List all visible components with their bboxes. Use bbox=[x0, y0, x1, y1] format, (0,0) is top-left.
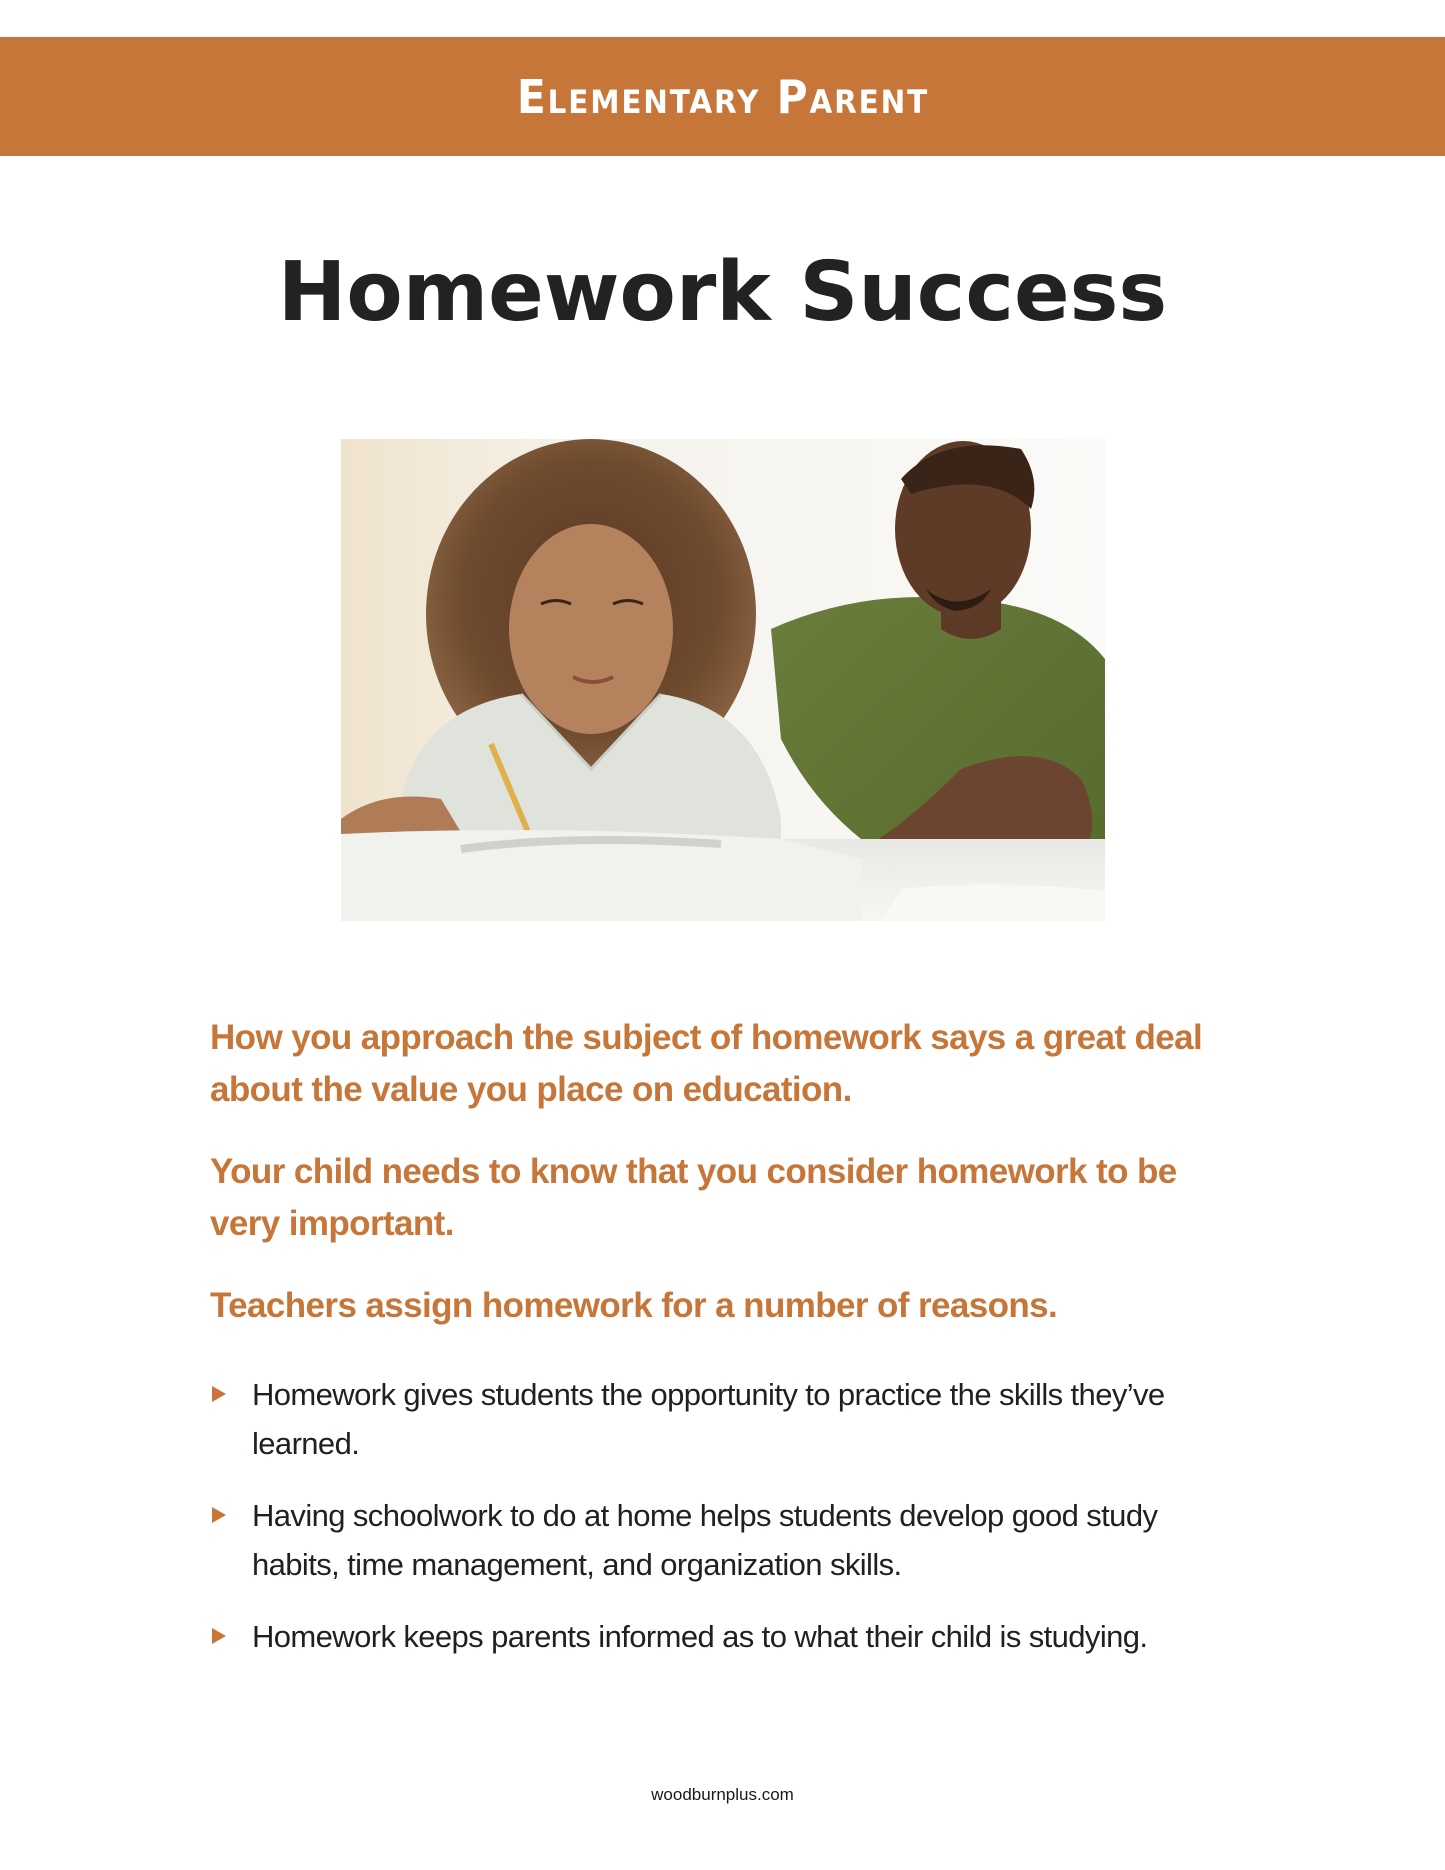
intro-paragraph-2: Your child needs to know that you consider homework to be very important. bbox=[210, 1152, 1177, 1243]
reason-text: Homework keeps parents informed as to what their child is studying. bbox=[252, 1619, 1148, 1654]
reason-item bbox=[210, 1612, 1250, 1661]
page-title: Homework Success bbox=[277, 245, 1168, 340]
intro-section bbox=[210, 1012, 1250, 1362]
intro-paragraph-1: How you approach the subject of homework says a great deal about the value you place on education. bbox=[210, 1018, 1203, 1109]
footer-website: woodburnplus.com bbox=[651, 1785, 794, 1804]
reason-text: Having schoolwork to do at home helps students develop good study habits, time management, and organization skills. bbox=[252, 1498, 1158, 1582]
reason-item bbox=[210, 1370, 1250, 1468]
header-title: Elementary Parent bbox=[516, 69, 929, 124]
triangle-bullet-icon bbox=[212, 1507, 226, 1523]
parent-child-homework-photo bbox=[341, 439, 1105, 921]
reasons-list bbox=[210, 1370, 1250, 1684]
triangle-bullet-icon bbox=[212, 1386, 226, 1402]
reason-text: Homework gives students the opportunity to practice the skills they’ve learned. bbox=[252, 1377, 1165, 1461]
intro-paragraph-3: Teachers assign homework for a number of reasons. bbox=[210, 1286, 1058, 1325]
triangle-bullet-icon bbox=[212, 1628, 226, 1644]
reason-item bbox=[210, 1491, 1250, 1589]
header-band bbox=[0, 37, 1445, 156]
